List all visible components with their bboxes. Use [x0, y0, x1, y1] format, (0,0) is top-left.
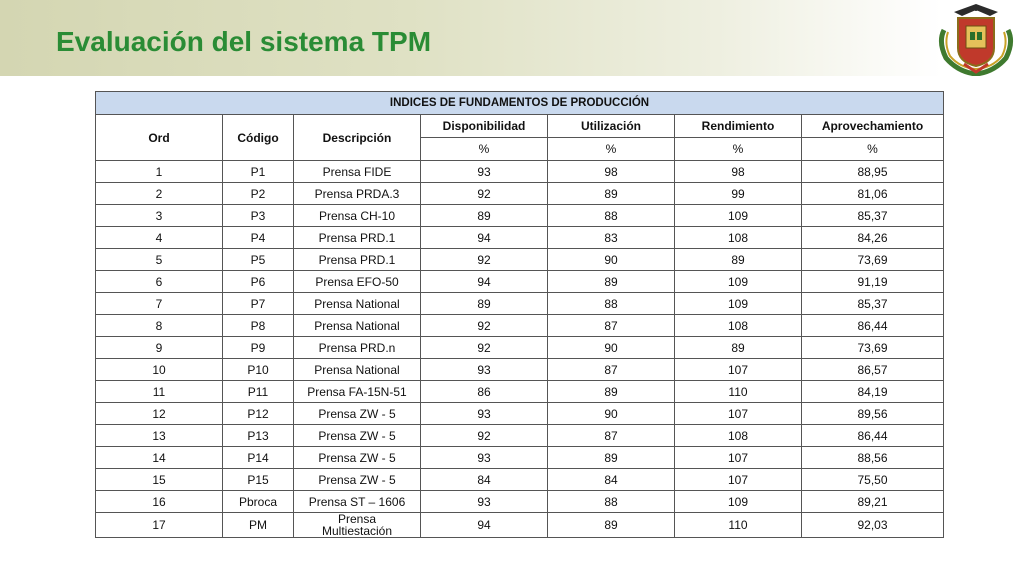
- desc-line-2: Multiestación: [321, 524, 393, 538]
- cell-utilizacion: 87: [548, 359, 675, 381]
- cell-rendimiento: 89: [675, 337, 802, 359]
- cell-codigo: P2: [223, 183, 294, 205]
- cell-descripcion: Prensa ZW - 5: [294, 425, 421, 447]
- unit-cell: %: [802, 138, 944, 161]
- unit-cell: %: [548, 138, 675, 161]
- cell-aprovechamiento: 84,19: [802, 381, 944, 403]
- cell-rendimiento: 109: [675, 293, 802, 315]
- cell-aprovechamiento: 89,21: [802, 491, 944, 513]
- cell-rendimiento: 109: [675, 491, 802, 513]
- cell-utilizacion: 90: [548, 337, 675, 359]
- header-utilizacion: Utilización: [548, 115, 675, 138]
- cell-utilizacion: 87: [548, 315, 675, 337]
- cell-aprovechamiento: 92,03: [802, 513, 944, 538]
- cell-disponibilidad: 92: [421, 249, 548, 271]
- cell-descripcion: Prensa PRD.n: [294, 337, 421, 359]
- cell-disponibilidad: 94: [421, 513, 548, 538]
- cell-aprovechamiento: 73,69: [802, 249, 944, 271]
- cell-descripcion: Prensa PRD.1: [294, 249, 421, 271]
- cell-ord: 4: [96, 227, 223, 249]
- cell-descripcion: Prensa FIDE: [294, 161, 421, 183]
- cell-codigo: P8: [223, 315, 294, 337]
- cell-utilizacion: 88: [548, 205, 675, 227]
- cell-aprovechamiento: 73,69: [802, 337, 944, 359]
- table-row: [96, 161, 944, 183]
- unit-cell: %: [675, 138, 802, 161]
- cell-aprovechamiento: 75,50: [802, 469, 944, 491]
- cell-disponibilidad: 93: [421, 447, 548, 469]
- table-row: [96, 381, 944, 403]
- cell-codigo: Pbroca: [223, 491, 294, 513]
- cell-descripcion: Prensa ST – 1606: [294, 491, 421, 513]
- cell-utilizacion: 89: [548, 513, 675, 538]
- cell-utilizacion: 98: [548, 161, 675, 183]
- cell-descripcion: Prensa FA-15N-51: [294, 381, 421, 403]
- cell-rendimiento: 108: [675, 227, 802, 249]
- cell-rendimiento: 98: [675, 161, 802, 183]
- cell-disponibilidad: 92: [421, 425, 548, 447]
- cell-ord: 6: [96, 271, 223, 293]
- cell-ord: 1: [96, 161, 223, 183]
- header-descripcion: Descripción: [294, 115, 421, 161]
- cell-utilizacion: 89: [548, 447, 675, 469]
- cell-descripcion: Prensa National: [294, 293, 421, 315]
- cell-ord: 2: [96, 183, 223, 205]
- cell-ord: 16: [96, 491, 223, 513]
- cell-codigo: P10: [223, 359, 294, 381]
- cell-descripcion: Prensa ZW - 5: [294, 403, 421, 425]
- cell-aprovechamiento: 86,44: [802, 425, 944, 447]
- cell-codigo: P11: [223, 381, 294, 403]
- table-row: [96, 403, 944, 425]
- cell-codigo: P13: [223, 425, 294, 447]
- cell-aprovechamiento: 91,19: [802, 271, 944, 293]
- production-index-table: [95, 91, 944, 538]
- cell-codigo: P7: [223, 293, 294, 315]
- desc-line-1: Prensa: [337, 512, 377, 526]
- cell-ord: 8: [96, 315, 223, 337]
- cell-disponibilidad: 89: [421, 293, 548, 315]
- cell-disponibilidad: 94: [421, 271, 548, 293]
- cell-utilizacion: 84: [548, 469, 675, 491]
- cell-codigo: P4: [223, 227, 294, 249]
- cell-rendimiento: 99: [675, 183, 802, 205]
- cell-ord: 15: [96, 469, 223, 491]
- table-row: [96, 227, 944, 249]
- university-crest-icon: [934, 2, 1018, 76]
- cell-aprovechamiento: 89,56: [802, 403, 944, 425]
- cell-disponibilidad: 92: [421, 315, 548, 337]
- cell-rendimiento: 107: [675, 359, 802, 381]
- cell-rendimiento: 89: [675, 249, 802, 271]
- header-rendimiento: Rendimiento: [675, 115, 802, 138]
- cell-codigo: P14: [223, 447, 294, 469]
- cell-codigo: P5: [223, 249, 294, 271]
- cell-descripcion: [294, 513, 421, 538]
- cell-utilizacion: 88: [548, 491, 675, 513]
- cell-utilizacion: 89: [548, 183, 675, 205]
- table-row: [96, 359, 944, 381]
- cell-disponibilidad: 86: [421, 381, 548, 403]
- cell-aprovechamiento: 88,95: [802, 161, 944, 183]
- cell-descripcion: Prensa ZW - 5: [294, 469, 421, 491]
- cell-disponibilidad: 89: [421, 205, 548, 227]
- cell-utilizacion: 88: [548, 293, 675, 315]
- cell-codigo: P3: [223, 205, 294, 227]
- cell-utilizacion: 90: [548, 403, 675, 425]
- cell-rendimiento: 107: [675, 469, 802, 491]
- cell-disponibilidad: 93: [421, 161, 548, 183]
- cell-descripcion: Prensa National: [294, 359, 421, 381]
- cell-utilizacion: 89: [548, 381, 675, 403]
- cell-utilizacion: 90: [548, 249, 675, 271]
- cell-ord: 3: [96, 205, 223, 227]
- cell-rendimiento: 110: [675, 381, 802, 403]
- cell-aprovechamiento: 86,57: [802, 359, 944, 381]
- cell-utilizacion: 89: [548, 271, 675, 293]
- cell-disponibilidad: 93: [421, 491, 548, 513]
- cell-disponibilidad: 93: [421, 359, 548, 381]
- table-banner: INDICES DE FUNDAMENTOS DE PRODUCCIÓN: [96, 92, 944, 115]
- cell-descripcion: Prensa EFO-50: [294, 271, 421, 293]
- table-row: [96, 425, 944, 447]
- cell-aprovechamiento: 88,56: [802, 447, 944, 469]
- slide-title: Evaluación del sistema TPM: [56, 26, 432, 57]
- table-row: [96, 469, 944, 491]
- cell-codigo: P9: [223, 337, 294, 359]
- table-row: [96, 513, 944, 538]
- cell-aprovechamiento: 81,06: [802, 183, 944, 205]
- cell-codigo: P1: [223, 161, 294, 183]
- table-row: [96, 183, 944, 205]
- cell-aprovechamiento: 85,37: [802, 205, 944, 227]
- cell-rendimiento: 108: [675, 425, 802, 447]
- cell-utilizacion: 83: [548, 227, 675, 249]
- cell-aprovechamiento: 85,37: [802, 293, 944, 315]
- cell-ord: 17: [96, 513, 223, 538]
- table-row: [96, 315, 944, 337]
- cell-aprovechamiento: 84,26: [802, 227, 944, 249]
- table-row: [96, 205, 944, 227]
- unit-cell: %: [421, 138, 548, 161]
- cell-codigo: P6: [223, 271, 294, 293]
- cell-rendimiento: 108: [675, 315, 802, 337]
- cell-ord: 7: [96, 293, 223, 315]
- cell-descripcion: Prensa National: [294, 315, 421, 337]
- header-codigo: Código: [223, 115, 294, 161]
- cell-descripcion: Prensa ZW - 5: [294, 447, 421, 469]
- cell-ord: 9: [96, 337, 223, 359]
- cell-rendimiento: 110: [675, 513, 802, 538]
- cell-descripcion: Prensa CH-10: [294, 205, 421, 227]
- cell-disponibilidad: 92: [421, 183, 548, 205]
- header-aprovechamiento: Aprovechamiento: [802, 115, 944, 138]
- cell-rendimiento: 109: [675, 205, 802, 227]
- cell-codigo: P12: [223, 403, 294, 425]
- cell-ord: 10: [96, 359, 223, 381]
- table-row: [96, 249, 944, 271]
- cell-disponibilidad: 93: [421, 403, 548, 425]
- cell-ord: 11: [96, 381, 223, 403]
- table-row: [96, 293, 944, 315]
- cell-disponibilidad: 92: [421, 337, 548, 359]
- table-row: [96, 491, 944, 513]
- table-row: [96, 337, 944, 359]
- cell-rendimiento: 107: [675, 447, 802, 469]
- table-row: [96, 447, 944, 469]
- header-ord: Ord: [96, 115, 223, 161]
- cell-rendimiento: 109: [675, 271, 802, 293]
- cell-descripcion: Prensa PRDA.3: [294, 183, 421, 205]
- cell-ord: 14: [96, 447, 223, 469]
- cell-descripcion: Prensa PRD.1: [294, 227, 421, 249]
- cell-codigo: PM: [223, 513, 294, 538]
- cell-utilizacion: 87: [548, 425, 675, 447]
- header-disponibilidad: Disponibilidad: [421, 115, 548, 138]
- table-row: [96, 271, 944, 293]
- cell-rendimiento: 107: [675, 403, 802, 425]
- cell-ord: 5: [96, 249, 223, 271]
- cell-ord: 12: [96, 403, 223, 425]
- cell-codigo: P15: [223, 469, 294, 491]
- cell-disponibilidad: 84: [421, 469, 548, 491]
- cell-disponibilidad: 94: [421, 227, 548, 249]
- cell-ord: 13: [96, 425, 223, 447]
- cell-aprovechamiento: 86,44: [802, 315, 944, 337]
